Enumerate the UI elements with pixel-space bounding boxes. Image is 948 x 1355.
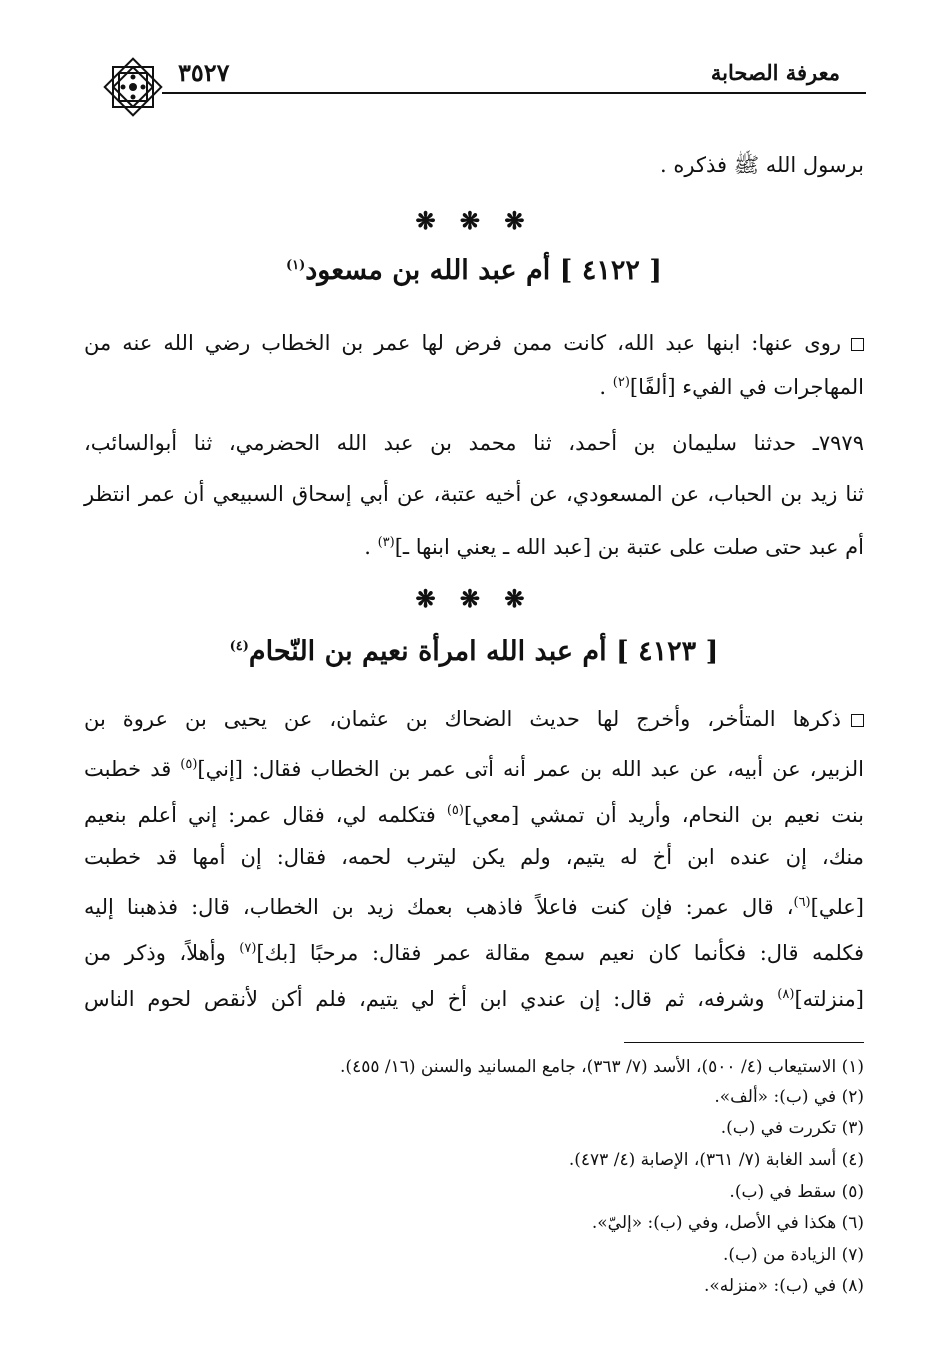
header-rule [162,92,866,94]
footnote: (٦) هكذا في الأصل، وفي (ب): «إليّ». [591,1213,864,1233]
paragraph-line [84,364,864,406]
line-text: . [599,375,613,399]
octagram-ornament-icon [102,56,164,118]
heading-text: [ ٤١٢٢ ] أم عبد الله بن مسعود [305,255,663,286]
footnote: (٨) في (ب): «منزله». [703,1276,864,1296]
footnote-ref: (٥) [446,803,464,818]
paragraph-line [84,976,864,1018]
footnote: (٣) تكررت في (ب). [720,1118,864,1138]
line-text: [منزلته] [794,987,864,1011]
line-text: وأهلاً، وذكر من [84,941,240,965]
entry-heading-4123 [0,636,948,667]
footnote-ref: (٦) [793,895,811,910]
running-head: معرفة الصحابة [710,60,840,85]
paragraph-line: منك، إن عنده ابن أخ له يتيم، ولم يكن ليترب لحمه، فقال: إن أمها قد خطبت [84,845,864,869]
hadith-line [84,524,864,566]
paragraph-line [84,930,864,972]
footnote-ref: (٣) [377,535,395,550]
intro-line: برسول الله ﷺ فذكره . [660,153,864,177]
line-text: فكلمه قال: فكأنما كان نعيم سمع مقالة عمر فقال: مرحبًا [بك] [256,941,864,965]
paragraph-marker-icon [851,338,864,351]
line-text: الزبير، عن أبيه، عن عبد الله بن عمر أنه أتى عمر بن الخطاب فقال: [إني] [197,757,864,781]
line-text: بنت نعيم بن النحام، وأريد أن تمشي [معي] [463,803,864,827]
heading-text: [ ٤١٢٣ ] أم عبد الله امرأة نعيم بن النّحام [248,636,719,667]
line-text: . [364,535,378,559]
hadith-line: ٧٩٧٩ـ حدثنا سليمان بن أحمد، ثنا محمد بن عبد الله الحضرمي، ثنا أبوالسائب، [84,431,864,455]
footnote-ref: (٥) [180,757,198,772]
paragraph-marker-icon [851,714,864,727]
footnote: (٥) سقط في (ب). [729,1182,864,1202]
footnote: (٧) الزيادة من (ب). [722,1245,864,1265]
section-divider: ❋ ❋ ❋ [415,206,533,235]
footnote: (٤) أسد الغابة (٧/ ٣٦١)، الإصابة (٤/ ٤٧٣). [568,1150,864,1170]
footnote-ref: (٢) [612,375,630,390]
line-text: روى عنها: ابنها عبد الله، كانت ممن فرض لها عمر بن الخطاب رضي الله عنه من [84,331,841,355]
line-text: أم عبد حتى صلت على عتبة بن [عبد الله ـ يعني ابنها ـ] [394,535,864,559]
footnote-ref: (١) [285,258,306,273]
paragraph-line [84,324,864,362]
entry-heading-4122 [0,255,948,286]
hadith-line: ثنا زيد بن الحباب، عن المسعودي، عن أخيه عتبة، عن أبي إسحاق السبيعي أن عمر انتظر [84,482,865,506]
paragraph-line [84,700,864,738]
footnote-rule [624,1042,864,1043]
footnote-ref: (٧) [239,941,257,956]
line-text: المهاجرات في الفيء [ألفًا] [629,375,864,399]
footnote-ref: (٨) [777,987,795,1002]
footnote-ref: (٤) [229,639,249,654]
line-text: ، قال عمر: فإن كنت فاعلاً فاذهب بعمك زيد بن الخطاب، قال: فذهبنا إليه [84,895,794,919]
line-text: فتكلمه لي، فقال عمر: إني أعلم بنعيم [84,803,447,827]
footnote: (٢) في (ب): «ألف». [714,1087,864,1107]
paragraph-line [84,884,864,926]
line-text: قد خطبت [84,757,181,781]
footnote: (١) الاستيعاب (٤/ ٥٠٠)، الأسد (٧/ ٣٦٣)، جامع المسانيد والسنن (١٦/ ٤٥٥). [340,1057,864,1077]
page-number: ٣٥٢٧ [178,58,230,87]
line-text: [علي] [810,895,864,919]
paragraph-line [84,746,864,788]
section-divider: ❋ ❋ ❋ [415,584,533,613]
line-text: ذكرها المتأخر، وأخرج لها حديث الضحاك بن عثمان، عن يحيى بن عروة بن [84,707,841,731]
paragraph-line [84,792,864,834]
line-text: وشرفه، ثم قال: إن عندي ابن أخ لي يتيم، فلم أكن لأنقص لحوم الناس [84,987,778,1011]
